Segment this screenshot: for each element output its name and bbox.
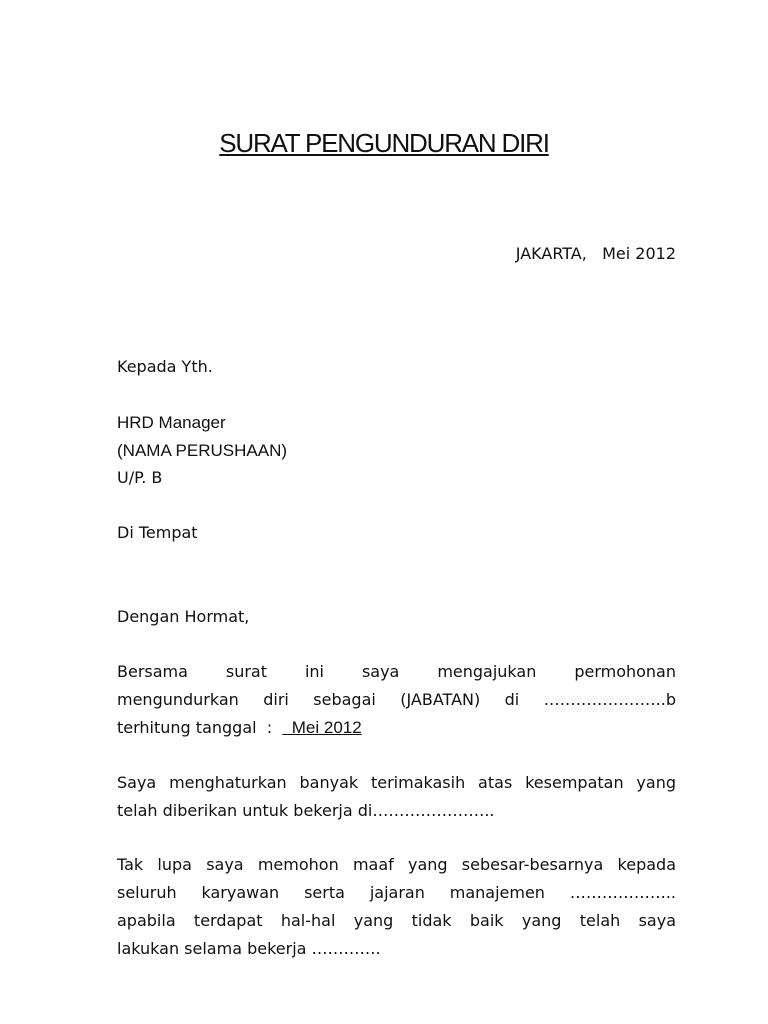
recipient-greeting: Kepada Yth. <box>117 357 213 376</box>
recipient-attention: U/P. B <box>117 468 163 487</box>
paragraph3-line3: apabila terdapat hal-hal yang tidak baik yang telah saya <box>117 911 676 930</box>
paragraph3-line2: seluruh karyawan serta jajaran manajemen ……………….. <box>117 883 676 902</box>
recipient-position: HRD Manager <box>117 413 226 432</box>
recipient-company: (NAMA PERUSHAAN) <box>117 441 288 460</box>
paragraph2-line2: telah diberikan untuk bekerja di………………….. <box>117 801 495 820</box>
paragraph1-line3 <box>117 718 362 738</box>
effective-date: Mei 2012 <box>282 718 362 737</box>
paragraph3-line4: lakukan selama bekerja …………. <box>117 939 381 958</box>
paragraph1-line2: mengundurkan diri sebagai (JABATAN) di …………………..b <box>117 690 676 709</box>
effective-date-label: terhitung tanggal : <box>117 718 283 737</box>
paragraph2-line1: Saya menghaturkan banyak terimakasih atas kesempatan yang <box>117 773 676 792</box>
salutation: Dengan Hormat, <box>117 607 250 626</box>
recipient-location: Di Tempat <box>117 523 198 542</box>
paragraph1-line1: Bersama surat ini saya mengajukan permohonan <box>117 662 676 681</box>
paragraph3-line1: Tak lupa saya memohon maaf yang sebesar-besarnya kepada <box>117 855 676 874</box>
place-date: JAKARTA, Mei 2012 <box>515 244 676 263</box>
letter-title: SURAT PENGUNDURAN DIRI <box>219 128 549 158</box>
